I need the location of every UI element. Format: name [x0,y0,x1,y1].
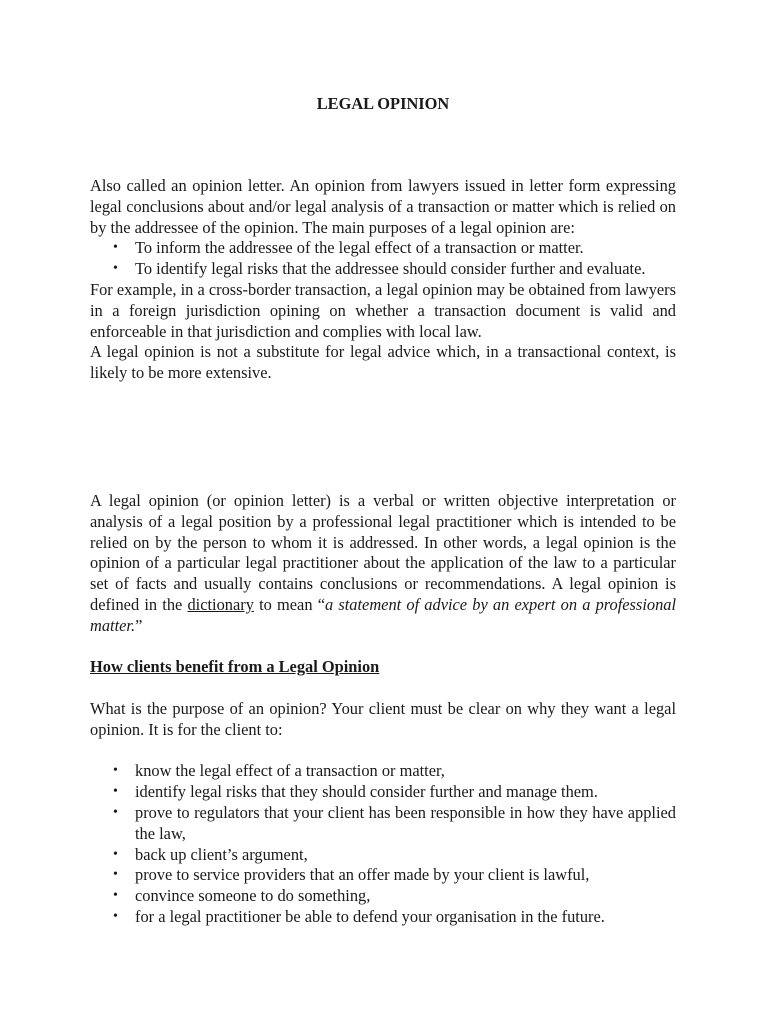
list-item: • know the legal effect of a transaction or matter, [90,761,676,782]
list-item: • for a legal practitioner be able to defend your organisation in the future. [90,907,676,928]
explanation-text-mid: to mean “ [253,594,325,614]
list-item: • prove to regulators that your client has been responsible in how they have applied the law, [90,803,676,845]
benefits-intro: What is the purpose of an opinion? Your client must be clear on why they want a legal opinion. It is for the client to: [90,698,676,739]
list-item: • convince someone to do something, [90,886,676,907]
document-title: LEGAL OPINION [316,94,450,113]
dictionary-link[interactable]: dictionary [187,594,254,614]
note-paragraph: A legal opinion is not a substitute for legal advice which, in a transactional context, is likely to be more extensive. [90,342,676,383]
list-item: • back up client’s argument, [90,845,676,866]
list-item: • identify legal risks that they should consider further and manage them. [90,782,676,803]
definition-intro: Also called an opinion letter. An opinion from lawyers issued in letter form expressing legal conclusions about and/or legal analysis of a transaction or matter which is relied on by the addressee of the opinion. The main purposes of a legal opinion are: [90,176,676,237]
definition-quote: a statement of advice by an expert on a professional matter. [90,594,677,635]
explanation-paragraph [90,491,676,637]
explanation-text: A legal opinion (or opinion letter) is a verbal or written objective interpretation or analysis of a legal position by a professional legal practitioner which is intended to be relied on by the person to whom it is addressed. In other words, a legal opinion is the opinion of a particular legal practitioner about the application of the law to a particular set of facts and usually contains conclusions or recommendations. A legal opinion is defined in the [90,491,676,614]
definition-section [90,176,676,384]
benefits-section [90,657,676,928]
list-item: • To identify legal risks that the addressee should consider further and evaluate. [90,259,676,280]
explanation-text-end: ” [135,615,143,635]
benefits-heading: How clients benefit from a Legal Opinion [90,657,380,676]
document-page [90,0,676,1024]
purposes-list [90,238,676,280]
list-item: • To inform the addressee of the legal effect of a transaction or matter. [90,238,676,259]
benefits-list [90,761,676,927]
explanation-section [90,491,676,637]
list-item: • prove to service providers that an offer made by your client is lawful, [90,865,676,886]
example-paragraph: For example, in a cross-border transaction, a legal opinion may be obtained from lawyers in a foreign jurisdiction opining on whether a transaction document is valid and enforceable in that jurisdiction and complies with local law. [90,279,676,341]
